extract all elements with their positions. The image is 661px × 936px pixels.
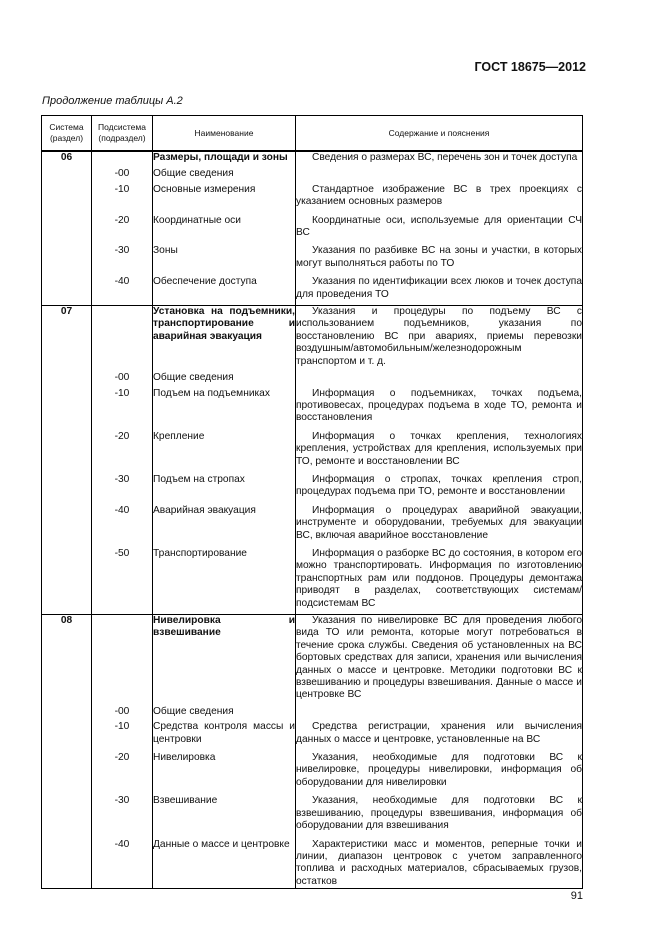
cell-name: Подъем на стропах xyxy=(153,474,296,505)
content-text: Информация о процедурах аварийной эвакуации, инструменте и оборудовании, требуемых для эвакуации ВС, включая аварийное восстановление xyxy=(296,504,582,541)
cell-system xyxy=(42,215,92,246)
cell-name: Крепление xyxy=(153,431,296,474)
cell-content xyxy=(296,615,583,706)
col-header-subsystem: Подсистема (подраздел) xyxy=(92,116,153,152)
table-row xyxy=(42,721,583,752)
cell-name: Размеры, площади и зоны xyxy=(153,151,296,168)
content-text: Указания по нивелировке ВС для проведения любого вида ТО или ремонта, которые могут потребоваться в течение срока службы. Сведения об установленных на ВС бортовых средствах для записи, хранения или вычисления данных о массе и центровке. Методики подготовки ВС к взвешиванию и процедуры взвешивания. Данные о массе и центровке ВС xyxy=(296,615,582,701)
table-row xyxy=(42,795,583,838)
cell-subsystem: -10 xyxy=(92,388,153,431)
table-row xyxy=(42,505,583,548)
cell-subsystem xyxy=(92,615,153,706)
cell-system xyxy=(42,505,92,548)
cell-system xyxy=(42,474,92,505)
cell-subsystem: -20 xyxy=(92,431,153,474)
cell-name: Установка на подъемники, транспортирование и аварийная эвакуация xyxy=(153,306,296,373)
table-row xyxy=(42,215,583,246)
cell-subsystem: -00 xyxy=(92,168,153,183)
content-text: Характеристики масс и моментов, реперные точки и линии, диапазон центровок с учетом заправленного топлива и расходных материалов, сбрасываемых грузов, остатков xyxy=(296,838,582,887)
cell-subsystem: -30 xyxy=(92,474,153,505)
cell-content xyxy=(296,752,583,795)
cell-subsystem: -40 xyxy=(92,276,153,305)
cell-system xyxy=(42,721,92,752)
cell-content xyxy=(296,245,583,276)
cell-subsystem: -40 xyxy=(92,839,153,889)
cell-content xyxy=(296,505,583,548)
table-header-row xyxy=(42,116,583,152)
cell-content xyxy=(296,721,583,752)
table-row xyxy=(42,184,583,215)
col-header-name: Наименование xyxy=(153,116,296,152)
cell-system xyxy=(42,795,92,838)
page-number: 91 xyxy=(570,890,583,902)
cell-name: Нивелировка и взвешивание xyxy=(153,615,296,706)
col-header-content: Содержание и пояснения xyxy=(296,116,583,152)
content-text: Указания, необходимые для подготовки ВС к нивелировке, процедуры нивелировки, информация об оборудовании для нивелировки xyxy=(296,752,582,788)
content-text: Указания по разбивке ВС на зоны и участки, в которых могут выполняться работы по ТО xyxy=(296,245,582,269)
cell-system xyxy=(42,168,92,183)
cell-content xyxy=(296,839,583,889)
table-caption: Продолжение таблицы А.2 xyxy=(42,95,183,107)
table-row xyxy=(42,474,583,505)
cell-name: Подъем на подъемниках xyxy=(153,388,296,431)
cell-name: Нивелировка xyxy=(153,752,296,795)
cell-content xyxy=(296,795,583,838)
cell-content xyxy=(296,388,583,431)
cell-name: Аварийная эвакуация xyxy=(153,505,296,548)
cell-system xyxy=(42,245,92,276)
cell-name: Общие сведения xyxy=(153,372,296,387)
table-row xyxy=(42,752,583,795)
systems-table xyxy=(41,115,583,889)
cell-subsystem xyxy=(92,306,153,373)
cell-name: Транспортирование xyxy=(153,548,296,615)
cell-content xyxy=(296,215,583,246)
content-text: Указания и процедуры по подъему ВС с использованием подъемников, указания по восстановлению ВС при авариях, приемы перевозки воздушным/автомобильным/железнодорожным транспортом и т. д. xyxy=(296,306,582,367)
cell-system xyxy=(42,388,92,431)
cell-system: 08 xyxy=(42,615,92,706)
cell-content xyxy=(296,306,583,373)
cell-subsystem: -20 xyxy=(92,752,153,795)
cell-subsystem: -20 xyxy=(92,215,153,246)
table-row xyxy=(42,548,583,615)
content-text: Координатные оси, используемые для ориентации СЧ ВС xyxy=(296,214,582,239)
cell-name: Данные о массе и центровке xyxy=(153,839,296,889)
cell-name: Общие сведения xyxy=(153,168,296,183)
cell-subsystem: -10 xyxy=(92,184,153,215)
cell-content xyxy=(296,151,583,168)
cell-content xyxy=(296,548,583,615)
table-row xyxy=(42,372,583,387)
cell-name: Основные измерения xyxy=(153,184,296,215)
table-row xyxy=(42,151,583,168)
document-code: ГОСТ 18675—2012 xyxy=(474,60,586,74)
content-text: Информация о разборке ВС до состояния, в котором его можно транспортировать. Информация по изготовлению транспортных рам или поддонов. Процедуры демонтажа приводят в разделах, соответствующих системам/подсистемам ВС xyxy=(296,547,582,609)
content-text: Указания по идентификации всех люков и точек доступа для проведения ТО xyxy=(296,276,582,300)
table-row xyxy=(42,431,583,474)
cell-system xyxy=(42,706,92,721)
cell-name: Обеспечение доступа xyxy=(153,276,296,305)
cell-subsystem: -00 xyxy=(92,706,153,721)
cell-system xyxy=(42,372,92,387)
cell-subsystem: -30 xyxy=(92,795,153,838)
cell-system xyxy=(42,752,92,795)
cell-system: 07 xyxy=(42,306,92,373)
table-body xyxy=(42,151,583,889)
table-row xyxy=(42,839,583,889)
table-row xyxy=(42,168,583,183)
table-row xyxy=(42,276,583,305)
cell-name: Средства контроля массы и центровки xyxy=(153,721,296,752)
table-row xyxy=(42,245,583,276)
cell-subsystem xyxy=(92,151,153,168)
cell-name: Зоны xyxy=(153,245,296,276)
content-text: Информация о стропах, точках крепления строп, процедурах подъема при ТО, ремонте и восстановлении xyxy=(296,473,582,498)
cell-content xyxy=(296,168,583,183)
col-header-system: Система (раздел) xyxy=(42,116,92,152)
cell-name: Взвешивание xyxy=(153,795,296,838)
table-row xyxy=(42,388,583,431)
cell-subsystem: -30 xyxy=(92,245,153,276)
cell-subsystem: -00 xyxy=(92,372,153,387)
cell-system xyxy=(42,839,92,889)
cell-content xyxy=(296,184,583,215)
cell-subsystem: -50 xyxy=(92,548,153,615)
cell-content xyxy=(296,431,583,474)
content-text: Сведения о размерах ВС, перечень зон и точек доступа xyxy=(312,152,578,163)
table-row xyxy=(42,615,583,706)
content-text: Стандартное изображение ВС в трех проекциях с указанием основных размеров xyxy=(296,183,582,208)
cell-subsystem: -10 xyxy=(92,721,153,752)
cell-subsystem: -40 xyxy=(92,505,153,548)
cell-system xyxy=(42,184,92,215)
cell-content xyxy=(296,706,583,721)
cell-system: 06 xyxy=(42,151,92,168)
cell-content xyxy=(296,276,583,305)
cell-name: Координатные оси xyxy=(153,215,296,246)
table-row xyxy=(42,306,583,373)
content-text: Информация о подъемниках, точках подъема, противовесах, процедурах подъема в ходе ТО, ремонта и восстановления xyxy=(296,387,582,424)
cell-system xyxy=(42,431,92,474)
cell-content xyxy=(296,474,583,505)
cell-name: Общие сведения xyxy=(153,706,296,721)
cell-content xyxy=(296,372,583,387)
content-text: Указания, необходимые для подготовки ВС к взвешиванию, процедуры взвешивания, информация об оборудовании для взвешивания xyxy=(296,795,582,832)
cell-system xyxy=(42,276,92,305)
content-text: Информация о точках крепления, технологиях крепления, устройствах для крепления, используемых при ТО, ремонте и восстановлении ВС xyxy=(296,430,582,467)
content-text: Средства регистрации, хранения или вычисления данных о массе и центровке, установленные на ВС xyxy=(296,721,582,745)
cell-system xyxy=(42,548,92,615)
table-row xyxy=(42,706,583,721)
